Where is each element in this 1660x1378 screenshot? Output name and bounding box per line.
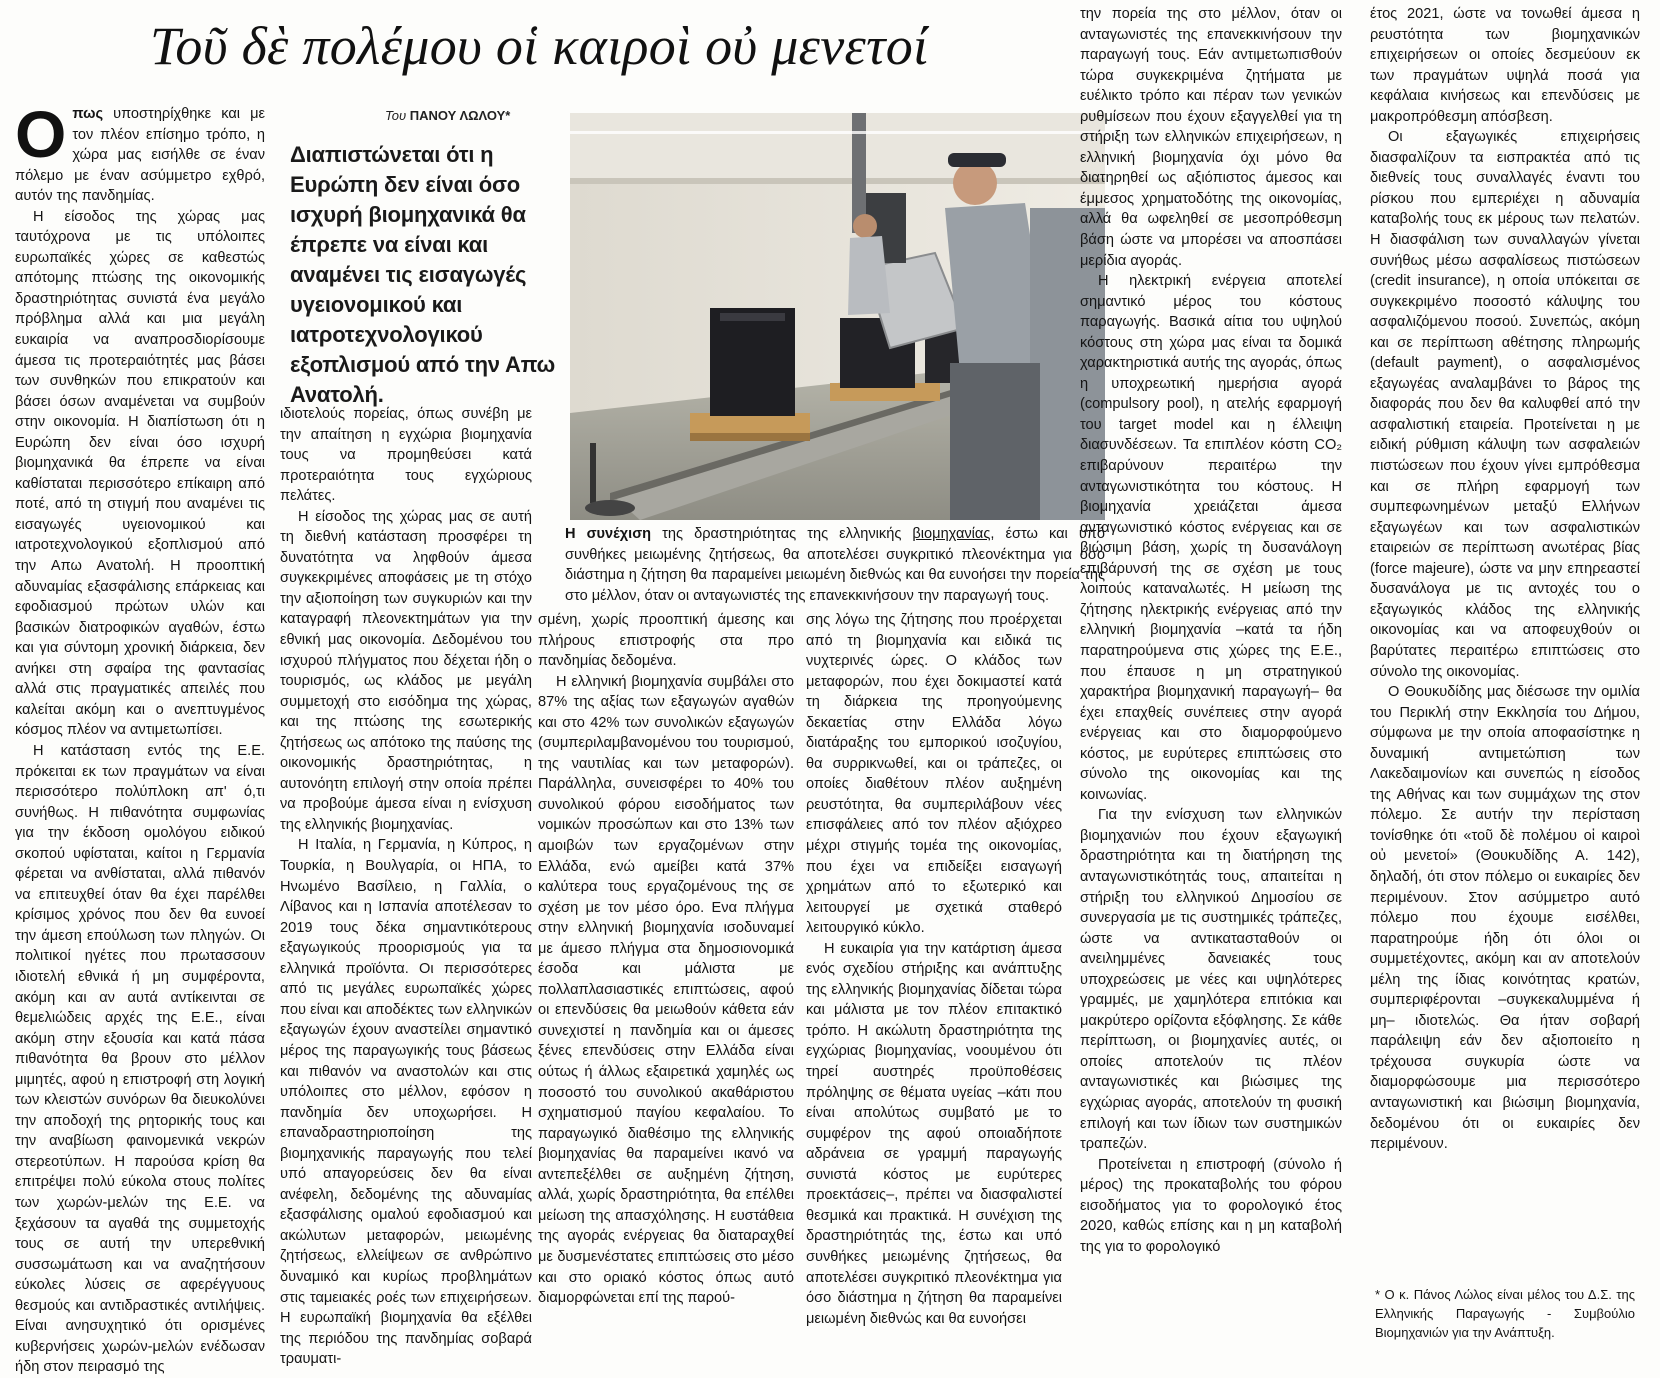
article-paragraph: Οι εξαγωγικές επιχειρήσεις διασφαλίζουν τα εισπρακτέα από τις διεθνείς τους συναλλαγές έναντι του ρίσκου που εμπεριέχει η αδυναμία καταβολής τους εκ μέρους των πελατών. Η διασφάλιση των συναλλαγών γίνεται συνήθως μέσω ασφαλίσεως πιστώσεων (credit insurance), η οποία υπόκειται σε συγκεκριμένο ποσοστό κάλυψης του ασφαλιζόμενου ποσού. Συνεπώς, ακόμη και σε περίπτωση αθέτησης πληρωμής (default payment), ο ασφαλισμένος εξαγωγέας αναλαμβάνει το βάρος της διαφοράς που δεν θα καλυφθεί από την ασφαλιστική εταιρεία. Προτείνεται η με ειδική ρύθμιση κάλυψη των ασφαλειών πιστώσεων που έχουν γίνει εμπρόθεσμα και σε πλήρη εφαρμογή των συμπεφωνημένων μεταξύ Ελλήνων εξαγωγέων και των ασφαλιστικών εταιρειών σε περίπτωση ανωτέρας βίας (force majeure), ώστε να μην επηρεαστεί δυσανάλογα με τις αντοχές του ο εξαγωγικός κλάδος της ελληνικής οικονομίας και να αποφευχθούν οι βαρύτατες περαιτέρω επιπτώσεις στο σύνολο της οικονομίας. — [1370, 129, 1640, 680]
article-paragraph: ιδιοτελούς πορείας, όπως συνέβη με την απαίτηση η εγχώρια βιομηχανία τους να προμηθεύσει κατά προτεραιότητα τους εγχώριους πελάτες. — [280, 406, 532, 505]
article-paragraph: Η είσοδος της χώρας μας ταυτόχρονα με τις υπόλοιπες ευρωπαϊκές χώρες σε καθεστώς απότομης πτώσης της οικονομικής δραστηριότητας συνιστά ένα μεγάλο πρόβλημα αλλά και μια μεγάλη ευκαιρία να αναπροσδιορίσουμε άμεσα τις προτεραιότητές μας βάσει των συνθηκών που επικρατούν και βάσει όσων αναμένεται να συμβούν στην οικονομία. Η διαπίστωση ότι η Ευρώπη δεν είναι όσο ισχυρή βιομηχανικά θα έπρεπε να είναι καθίσταται περισσότερο επίκαιρη από ποτέ, από τη στιγμή που αναμένει τις εισαγωγές υγειονομικού και ιατροτεχνολογικού εξοπλισμού από την Απω Ανατολή. Η προοπτική αδυναμίας εξασφάλισης επάρκειας και εφοδιασμού πρώτων υλών και βασικών διατροφικών αγαθών, έστω και για σύντομη χρονική διάρκεια, δεν ανήκει στη σφαίρα της φαντασίας αλλά στις πραγματικές απειλές που καλείται ακόμη και ο ανεπτυγμένος κόσμος πλέον να αντιμετωπίσει. — [15, 208, 265, 739]
article-paragraph: Η ηλεκτρική ενέργεια αποτελεί σημαντικό μέρος του κόστους παραγωγής. Βασικά αίτια του υψηλού κόστους στη χώρα μας είναι τα δομικά χαρακτηριστικά αυτής της αγοράς, όπως η υποχρεωτική ημερήσια αγορά (compulsory pool), η ατελής εφαρμογή του target model και η έλλειψη διασυνδέσεων. Τα επιπλέον κόστη CO₂ επιβαρύνουν περαιτέρω την ανταγωνιστικότητα του κόστους. Η βιομηχανία χρειάζεται άμεσα ανταγωνιστικό κόστος ενέργειας και σε βιώσιμη βάση, χωρίς τη δυσανάλογη επιβάρυνσή της σε σχέση με τους λοιπούς καταναλωτές. Η μείωση της ζήτησης ηλεκτρικής ενέργειας από την ελληνική βιομηχανία –κατά τα ήδη παρατηρούμενα στις χώρες της Ε.Ε., που έπαυσε η μη στρατηγικού χαρακτήρα βιομηχανική παραγωγή– θα έχει επαχθείς συνέπειες στην αγορά ενέργειας και στο διαμορφούμενο κόστος, με ευρύτερες επιπτώσεις στο σύνολο της οικονομίας και της κοινωνίας. — [1080, 273, 1342, 803]
article-paragraph: Προτείνεται η επιστροφή (σύνολο ή μέρος) της προκαταβολής του φόρου εισοδήματος για το φορολογικό έτος 2020, καθώς επίσης και η μη καταβολή της για το φορολογικό — [1080, 1156, 1342, 1255]
factory-workers-image — [570, 113, 1105, 520]
article-paragraph: Η είσοδος της χώρας μας σε αυτή τη διεθνή κατάσταση προσφέρει τη δυνατότητα να ληφθούν άμεσα συγκεκριμένες αποφάσεις με τη στόχο την αξιοποίηση των συγκυριών και την καταγραφή πλεονεκτημάτων για την εθνική μας οικονομία. Δεδομένου του ισχυρού πλήγματος που δέχεται ήδη ο τουρισμός, ως κλάδος με μεγάλη συμμετοχή στο εισόδημα της χώρας, και της πτώσης της εσωτερικής ζητήσεως ως απότοκο της παύσης της οικονομικής δραστηριότητας, η αυτονόητη επιλογή στην οποία πρέπει να προβούμε άμεσα είναι η ενίσχυση της ελληνικής βιομηχανίας. — [280, 508, 532, 833]
byline-prefix: Του — [385, 108, 410, 123]
article-paragraph: Η κατάσταση εντός της Ε.Ε. πρόκειται εκ των πραγμάτων να είναι περισσότερο πολύπλοκη απ' ό,τι συνήθως. Η πιθανότητα συμφωνίας για την έκδοση ομολόγου ειδικού σκοπού υφίσταται, καίτοι η Γερμανία φέρεται να ανθίσταται, αλλά πιθανόν να επιτευχθεί όταν θα έχει παρέλθει κρίσιμος χρόνος που δεν θα ευνοεί την άμεση επούλωση των πληγών. Οι πολιτικοί ηγέτες που πρωτασσουν ιδιοτελή εθνικά ή μη συμφέροντα, ακόμη και αν αυτά αντίκεινται σε θεμελιώδεις αρχές της Ε.Ε., είναι ακόμη στην εξουσία και κατά πάσα πιθανότητα θα βρουν στο μέλλον μιμητές, αφού η επιστροφή στη λογική των κλειστών συνόρων θα διευκολύνει την αποδοχή της ρητορικής τους και την αναβίωση φαινομενικά νεκρών στερεοτύπων. Η παρούσα κρίση θα επιτρέψει πολύ εύκολα στους πολίτες των χωρών-μελών της Ε.Ε. να ξεχάσουν τα αγαθά της συμμετοχής τους σε αυτή την υπερεθνική συσσωμάτωση και να αναζητήσουν εύκολες λύσεις σε αφερέγγυους θεσμούς και αντιδραστικές αντιλήψεις. Είναι ανησυχητικό ότι ορισμένες κυβερνήσεις χωρών-μελών ενέδωσαν ήδη στον πειρασμό της — [15, 742, 265, 1376]
article-paragraph: σμένη, χωρίς προοπτική άμεσης και πλήρους επιστροφής στα προ πανδημίας δεδομένα. — [538, 612, 794, 670]
article-paragraph: Η Ιταλία, η Γερμανία, η Κύπρος, η Τουρκία, η Βουλγαρία, οι ΗΠΑ, το Ηνωμένο Βασίλειο, η Γαλλία, ο Λίβανος και η Ισπανία αποτέλεσαν το 2019 τους δέκα σημαντικότερους εξαγωγικούς προορισμούς για τα ελληνικά προϊόντα. Οι περισσότερες από τις μεγάλες ευρωπαϊκές χώρες που είναι και αποδέκτες των ελληνικών εξαγωγών έχουν αναστείλει σημαντικό μέρος της παραγωγικής τους βάσεως και πιθανόν να αναστολών και στις υπόλοιπες στο μέλλον, εφόσον η πανδημία δεν υποχωρήσει. Η επαναδραστηριοποίηση της βιομηχανικής παραγωγής που τελεί υπό απαγορεύσεις δεν θα είναι ανέφελη, δεδομένης της αδυναμίας εξασφάλισης ομαλού εφοδιασμού και ακώλυτων μεταφορών, μειωμένης ζητήσεως, ελλείψεων σε ανθρώπινο δυναμικό και κυρίως προβλημάτων στις ταμειακές ροές των επιχειρήσεων. Η ευρωπαϊκή βιομηχανία θα εξέλθει της περιόδου της πανδημίας σοβαρά τραυματι- — [280, 837, 532, 1368]
caption-underlined: βιομηχανίας — [912, 526, 991, 542]
article-paragraph: την πορεία της στο μέλλον, όταν οι ανταγωνιστές της επανεκκινήσουν την παραγωγή τους. Εάν αντιμετωπισθούν τώρα συγκεκριμένα ζητήματα με ευέλικτο τρόπο και πέραν των γενικών ρυθμίσεων που έχουν εξαγγελθεί για τη στήριξη των ελληνικών επιχειρήσεων, η ελληνική βιομηχανία όχι μόνο θα διατηρηθεί ως αξιόπιστος άμεσος και έμμεσος χρηματοδότης της οικονομίας, αλλά θα ωφεληθεί σε μεσοπρόθεσμη βάση ώστε να μπορέσει να αποσπάσει μερίδια αγοράς. — [1080, 6, 1342, 269]
article-column-6 — [1370, 4, 1640, 1274]
article-column-4 — [806, 610, 1062, 1356]
article-headline: Τοῦ δὲ πολέμου οἱ καιροὶ οὐ μενετοί — [150, 16, 929, 76]
article-paragraph: Για την ενίσχυση των ελληνικών βιομηχανιών που έχουν εξαγωγική δραστηριότητα και τη διατήρηση της ανταγωνιστικότητάς τους, απαιτείται η στήριξη του ελληνικού Δημοσίου σε συνεργασία με τις συστημικές τράπεζες, ώστε να αντικατασταθούν οι ανειλημμένες δανειακές τους υποχρεώσεις με νέες και υψηλότερες γραμμές, με χαμηλότερα επιτόκια και μακρύτερο ορίζοντα εξόφλησης. Σε κάθε περίπτωση, οι βιομηχανίες αυτές, οι οποίες αποτελούν τις πλέον ανταγωνιστικές και βιώσιμες της εγχώριας αγοράς, αποτελούν τη φυσική επιλογή και των ίδιων των συστημικών τραπεζών. — [1080, 807, 1342, 1153]
byline-author: ΠΑΝΟΥ ΛΩΛΟΥ* — [409, 108, 511, 123]
caption-text: της δραστηριότητας της ελληνικής — [651, 526, 913, 542]
caption-lead: Η συνέχιση — [565, 526, 652, 542]
factory-photo — [570, 113, 1105, 520]
article-paragraph: έτος 2021, ώστε να τονωθεί άμεσα η ρευστότητα των βιομηχανικών επιχειρήσεων οι οποίες δεσμεύουν εκ των πραγμάτων υψηλά ποσά για κεφάλαια κινήσεως και επενδύσεις με μακροπρόθεσμη απόσβεση. — [1370, 6, 1640, 125]
article-paragraph — [15, 97, 265, 207]
article-paragraph: Η ευκαιρία για την κατάρτιση άμεσα ενός σχεδίου στήριξης και ανάπτυξης της ελληνικής βιομηχανίας δίδεται τώρα και μάλιστα με τον πλέον επιτακτικό τρόπο. Η ακώλυτη δραστηριότητα της εγχώριας βιομηχανίας, νοουμένου ότι τηρεί αυστηρές προϋποθέσεις πρόληψης σε θέματα υγείας –κάτι που είναι απολύτως συμβατό με το συμφέρον της αφού οποιαδήποτε αδράνεια σε γραμμή παραγωγής συνιστά κόστος με ευρύτερες προεκτάσεις–, πρέπει να διασφαλιστεί θεσμικά και πρακτικά. Η συνέχιση της δραστηριότητάς της, έστω και υπό συνθήκες μειωμένης ζητήσεως, θα αποτελέσει συγκριτικό πλεονέκτημα για όσο διάστημα η ζήτηση θα παραμείνει μειωμένη διεθνώς και θα ευνοήσει — [806, 940, 1062, 1327]
article-column-1 — [15, 97, 265, 1376]
article-column-5 — [1080, 4, 1342, 1356]
article-column-3 — [538, 610, 794, 1356]
drop-cap: Ο — [15, 97, 67, 171]
author-footnote: * Ο κ. Πάνος Λώλος είναι μέλος του Δ.Σ. της Ελληνικής Παραγωγής - Συμβούλιο Βιομηχανιών για την Ανάπτυξη. — [1375, 1287, 1635, 1340]
photo-caption — [565, 524, 1105, 606]
article-column-2 — [280, 404, 532, 1368]
article-paragraph: Ο Θουκυδίδης μας διέσωσε την ομιλία του Περικλή στην Εκκλησία του Δήμου, σύμφωνα με την οποία αποφασίστηκε η δυναμική αντιμετώπιση των Λακεδαιμονίων και συνεπώς η είσοδος της Αθήνας και των συμμάχων της στον πόλεμο. Σε αυτήν την περίσταση τονίσθηκε ότι «τοῦ δὲ πολέμου οἱ καιροὶ οὐ μενετοί» (Θουκυδίδης Α. 142), δηλαδή, ότι στον πόλεμο οι ευκαιρίες δεν περιμένουν. Στον ασύμμετρο αυτό πόλεμο που έχουμε εισέλθει, παρατηρούμε ήδη ότι όλοι οι συμμετέχοντες, ακόμη και αν αποτελούν μέλη της ίδιας κοινότητας κρατών, συμπεριφέρονται –συγκεκαλυμμένα ή μη– ιδιοτελώς. Θα ήταν σοβαρή παράλειψη εάν δεν αξιοποιείτο η τρέχουσα συγκυρία ώστε να διαμορφώσουμε μια περισσότερο ανταγωνιστική και βιώσιμη βιομηχανία, δεδομένου ότι οι ευκαιρίες δεν περιμένουν. — [1370, 684, 1640, 1153]
lead-in: πως — [72, 106, 104, 122]
caption-text: , έστω και υπό συνθήκες μειωμένης ζητήσεως, θα αποτελέσει συγκριτικό πλεονέκτημα για όσο διάστημα η ζήτηση θα παραμείνει μειωμένη διεθνώς και θα ευνοήσει την πορεία της στο μέλλον, όταν οι ανταγωνιστές της επανεκκινήσουν την παραγωγή τους. — [565, 526, 1105, 604]
pull-quote: Διαπιστώνεται ότι η Ευρώπη δεν είναι όσο ισχυρή βιομηχανικά θα έπρεπε να είναι και αναμένει τις εισαγωγές υγειονομικού και ιατροτεχνολογικού εξοπλισμού από την Απω Ανατολή. — [290, 142, 556, 407]
article-paragraph: σης λόγω της ζήτησης που προέρχεται από τη βιομηχανία και ειδικά τις νυχτερινές ώρες. Ο κλάδος των μεταφορών, που έχει δοκιμαστεί κατά τη διάρκεια της προηγούμενης δεκαετίας στην Ελλάδα λόγω διατάραξης του εμπορικού ισοζυγίου, θα συρρικνωθεί, και οι τράπεζες, οι οποίες διαθέτουν πλέον αυξημένη ρευστότητα, θα συμπεριλάβουν νέες επισφάλειες από τον πλέον αξιόχρεο μέχρι στιγμής τομέα της οικονομίας, που έχει να επιδείξει εισαγωγή χρημάτων από το εξωτερικό και λειτουργεί με σχετικά σταθερό λειτουργικό κύκλο. — [806, 612, 1062, 937]
article-paragraph: Η ελληνική βιομηχανία συμβάλει στο 87% της αξίας των εξαγωγών αγαθών και στο 42% των συνολικών εξαγωγών (συμπεριλαμβανομένου του τουρισμού, της ναυτιλίας και των μεταφορών). Παράλληλα, συνεισφέρει το 40% του συνολικού φόρου εισοδήματος των νομικών προσώπων και στο 13% των αμοιβών των εργαζομένων στην Ελλάδα, ενώ αμείβει κατά 37% καλύτερα τους εργαζομένους της σε σχέση με τον μέσο όρο. Ενα πλήγμα στην ελληνική βιομηχανία ισοδυναμεί με άμεσο πλήγμα στα δημοσιονομικά έσοδα και μάλιστα με πολλαπλασιαστικές επιπτώσεις, αφού οι επενδύσεις θα μειωθούν κάθετα εάν συνεχιστεί η πανδημία και οι άμεσες ξένες επενδύσεις στην Ελλάδα είναι ούτως ή άλλως εξαιρετικά χαμηλές ως ποσοστό του συνολικού ακαθάριστου σχηματισμού παγίου κεφαλαίου. Το παραγωγικό διαθέσιμο της ελληνικής βιομηχανίας θα παραμείνει ικανό να αντεπεξέλθει σε αυξημένη ζήτηση, αλλά, χωρίς δραστηριότητα, θα επέλθει μείωση της απασχόλησης. Η ευστάθεια της αγοράς ενέργειας θα διαταραχθεί με δυσμενέστατες επιπτώσεις στο μέσο και στο οριακό κόστος όπως αυτό διαμορφώνεται επί της παρού- — [538, 673, 794, 1307]
byline — [385, 108, 565, 123]
paragraph-text: υποστηρίχθηκε και με τον πλέον επίσημο τρόπο, η χώρα μας εισήλθε σε έναν πόλεμο με έναν ασύμμετρο εχθρό, αυτόν της πανδημίας. — [15, 106, 265, 205]
